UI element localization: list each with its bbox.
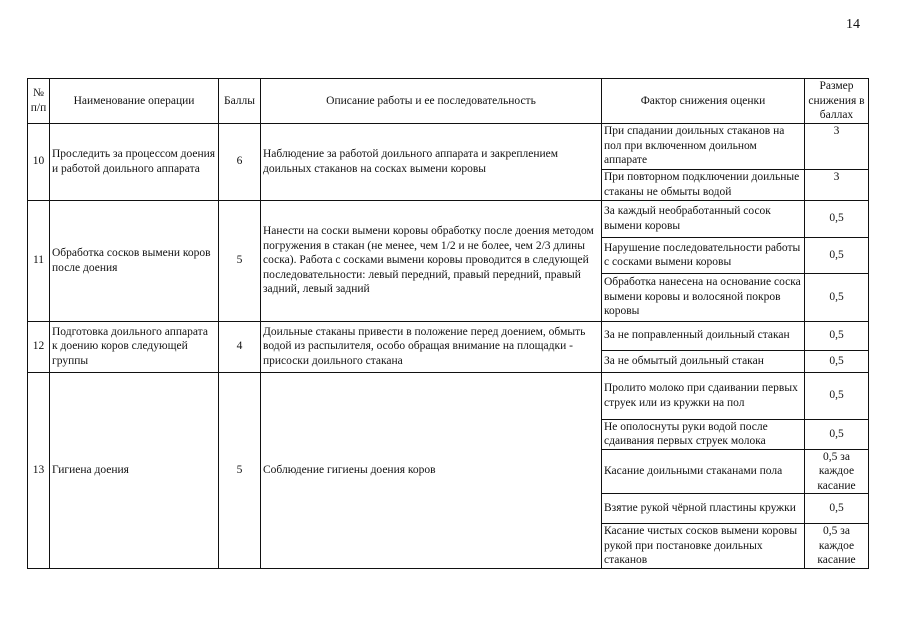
reduction: 0,5: [805, 372, 869, 419]
description: Нанести на соски вымени коровы обработку после доения методом погружения в стакан (не менее, чем 1/2 и не более, чем 2/3 длины соска). Работа с сосками вымени коровы проводится в следующей последовательности: левый передний, правый передний, правый задний, левый задний: [261, 200, 602, 321]
reduction: 0,5: [805, 321, 869, 350]
factor: За не поправленный доильный стакан: [602, 321, 805, 350]
description: Наблюдение за работой доильного аппарата и закреплением доильных стаканов на сосках вымени коровы: [261, 123, 602, 200]
table-row: [28, 321, 869, 350]
page-number: 14: [846, 17, 860, 32]
table-row: [28, 123, 869, 169]
header-description: Описание работы и ее последовательность: [261, 79, 602, 124]
factor: Пролито молоко при сдаивании первых струек или из кружки на пол: [602, 372, 805, 419]
description: Доильные стаканы привести в положение перед доением, обмыть водой из распылителя, особо обращая внимание на площадки - присоски доильного стакана: [261, 321, 602, 372]
row-num: 13: [28, 372, 50, 569]
row-num: 11: [28, 200, 50, 321]
table-row: [28, 200, 869, 237]
factor: Нарушение последовательности работы с сосками вымени коровы: [602, 237, 805, 273]
operation-name: Проследить за процессом доения и работой доильного аппарата: [50, 123, 219, 200]
reduction: 0,5: [805, 350, 869, 372]
header-operation-name: Наименование операции: [50, 79, 219, 124]
reduction: 3: [805, 169, 869, 200]
points: 4: [219, 321, 261, 372]
factor: За не обмытый доильный стакан: [602, 350, 805, 372]
factor: За каждый необработанный сосок вымени коровы: [602, 200, 805, 237]
reduction: 0,5: [805, 494, 869, 524]
header-reduction: Размер снижения в баллах: [805, 79, 869, 124]
description: Соблюдение гигиены доения коров: [261, 372, 602, 569]
header-row: [28, 79, 869, 124]
points: 5: [219, 372, 261, 569]
factor: Обработка нанесена на основание соска вымени коровы и волосяной покров коровы: [602, 273, 805, 321]
factor: Касание чистых сосков вымени коровы рукой при постановке доильных стаканов: [602, 524, 805, 569]
reduction: 0,5: [805, 419, 869, 449]
factor: Не ополоснуты руки водой после сдаивания первых струек молока: [602, 419, 805, 449]
factor: При повторном подключении доильные стаканы не обмыты водой: [602, 169, 805, 200]
reduction: 3: [805, 123, 869, 169]
operation-name: Гигиена доения: [50, 372, 219, 569]
operations-table: [27, 78, 869, 569]
reduction: 0,5 за каждое касание: [805, 449, 869, 494]
points: 6: [219, 123, 261, 200]
reduction: 0,5 за каждое касание: [805, 524, 869, 569]
factor: Взятие рукой чёрной пластины кружки: [602, 494, 805, 524]
factor: При спадании доильных стаканов на пол при включенном доильном аппарате: [602, 123, 805, 169]
factor: Касание доильными стаканами пола: [602, 449, 805, 494]
header-points: Баллы: [219, 79, 261, 124]
reduction: 0,5: [805, 200, 869, 237]
row-num: 12: [28, 321, 50, 372]
points: 5: [219, 200, 261, 321]
reduction: 0,5: [805, 273, 869, 321]
row-num: 10: [28, 123, 50, 200]
operation-name: Подготовка доильного аппарата к доению коров следующей группы: [50, 321, 219, 372]
header-num: № п/п: [28, 79, 50, 124]
operation-name: Обработка сосков вымени коров после доения: [50, 200, 219, 321]
header-factor: Фактор снижения оценки: [602, 79, 805, 124]
reduction: 0,5: [805, 237, 869, 273]
table-row: [28, 372, 869, 419]
